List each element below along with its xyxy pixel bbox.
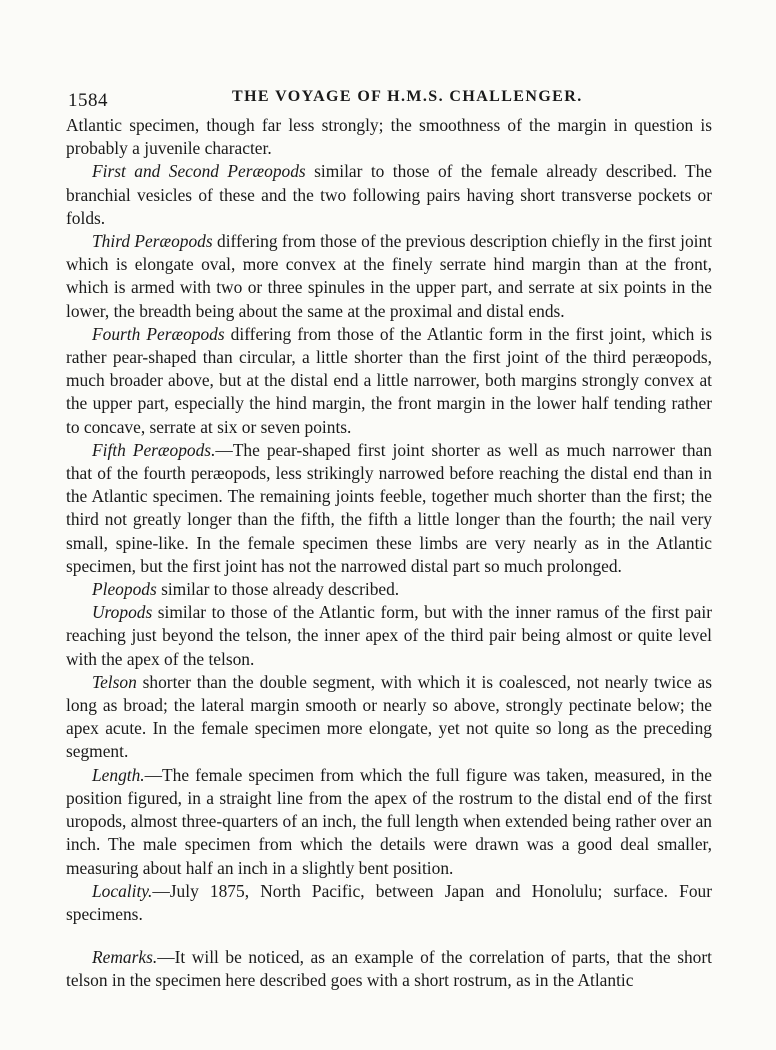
paragraph-term: Third Peræopods bbox=[92, 231, 213, 252]
paragraph-text: similar to those of the female already described. The branchial vesicles of these and the two following pairs having short transverse pockets or folds. bbox=[66, 161, 713, 228]
paragraph-text: —The pear-shaped first joint shorter as well as much narrower than that of the fourth peræopods, less strikingly narrowed before reaching the distal end than in the Atlantic specimen. The remaining joints feeble, together much shorter than the first; the third not greatly longer than the fifth, the fifth a little longer than the fourth; the nail very small, spine-like. In the female specimen these limbs are very nearly as in the Atlantic specimen, but the first joint has not the narrowed distal part so much prolonged. bbox=[66, 439, 712, 576]
paragraph-text: differing from those of the Atlantic form in the first joint, which is rather pear-shaped than circular, a little shorter than the first joint of the third peræopods, much broader above, but at the distal end a little narrower, both margins strongly convex at the upper part, especially the hind margin, the front margin in the lower half tending rather to concave, serrate at six or seven points. bbox=[66, 323, 712, 437]
paragraph-term: Length. bbox=[92, 764, 145, 785]
paragraph-remarks bbox=[66, 946, 712, 992]
paragraph-first-second-peraeopods bbox=[66, 160, 712, 230]
paragraph-text: —The female specimen from which the full figure was taken, measured, in the position figured, in a straight line from the apex of the rostrum to the distal end of the first uropods, almost three-quarters of an inch, the full length when extended being rather over an inch. The male specimen from which the details were drawn was a good deal smaller, measuring about half an inch in a slightly bent position. bbox=[66, 764, 712, 878]
paragraph-locality bbox=[66, 880, 712, 926]
paragraph-fourth-peraeopods bbox=[66, 323, 712, 439]
running-title: THE VOYAGE OF H.M.S. CHALLENGER. bbox=[232, 88, 583, 105]
paragraph-text: shorter than the double segment, with which it is coalesced, not nearly twice as long as broad; the lateral margin smooth or nearly so above, strongly pectinate below; the apex acute. In the female specimen more elongate, yet not quite so long as the preceding segment. bbox=[66, 671, 712, 762]
paragraph-term: Uropods bbox=[92, 602, 153, 623]
paragraph-term: Fourth Peræopods bbox=[92, 323, 225, 344]
paragraph-term: First and Second Peræopods bbox=[92, 161, 306, 182]
paragraph-length bbox=[66, 764, 712, 880]
paragraph-pleopods bbox=[66, 578, 712, 601]
paragraph-text: —July 1875, North Pacific, between Japan and Honolulu; surface. Four specimens. bbox=[66, 880, 712, 924]
paragraph-term: Locality. bbox=[92, 880, 153, 901]
paragraph-fifth-peraeopods bbox=[66, 439, 712, 578]
paragraph-uropods bbox=[66, 601, 712, 671]
paragraph-text: Atlantic specimen, though far less strongly; the smoothness of the margin in question is probably a juvenile character. bbox=[66, 115, 712, 159]
paragraph-term: Telson bbox=[92, 671, 137, 692]
paragraph-term: Pleopods bbox=[92, 579, 157, 600]
paragraph-term: Fifth Peræopods. bbox=[92, 439, 216, 460]
paragraph-term: Remarks. bbox=[92, 947, 158, 968]
body-text bbox=[66, 114, 712, 993]
page-number: 1584 bbox=[68, 90, 108, 111]
paragraph-third-peraeopods bbox=[66, 230, 712, 323]
paragraph-text: differing from those of the previous description chiefly in the first joint which is elongate oval, more convex at the finely serrate hind margin than at the front, which is armed with two or three spinules in the upper part, and serrate at six points in the lower, the breadth being about the same at the proximal and distal ends. bbox=[66, 231, 712, 321]
paragraph-text: —It will be noticed, as an example of the correlation of parts, that the short telson in the specimen here described goes with a short rostrum, as in the Atlantic bbox=[66, 947, 712, 991]
paragraph-continuation bbox=[66, 114, 712, 160]
paragraph-text: similar to those of the Atlantic form, but with the inner ramus of the first pair reaching just beyond the telson, the inner apex of the third pair being almost or quite level with the apex of the telson. bbox=[66, 602, 712, 669]
paragraph-telson bbox=[66, 671, 712, 764]
paragraph-text: similar to those already described. bbox=[156, 579, 400, 600]
